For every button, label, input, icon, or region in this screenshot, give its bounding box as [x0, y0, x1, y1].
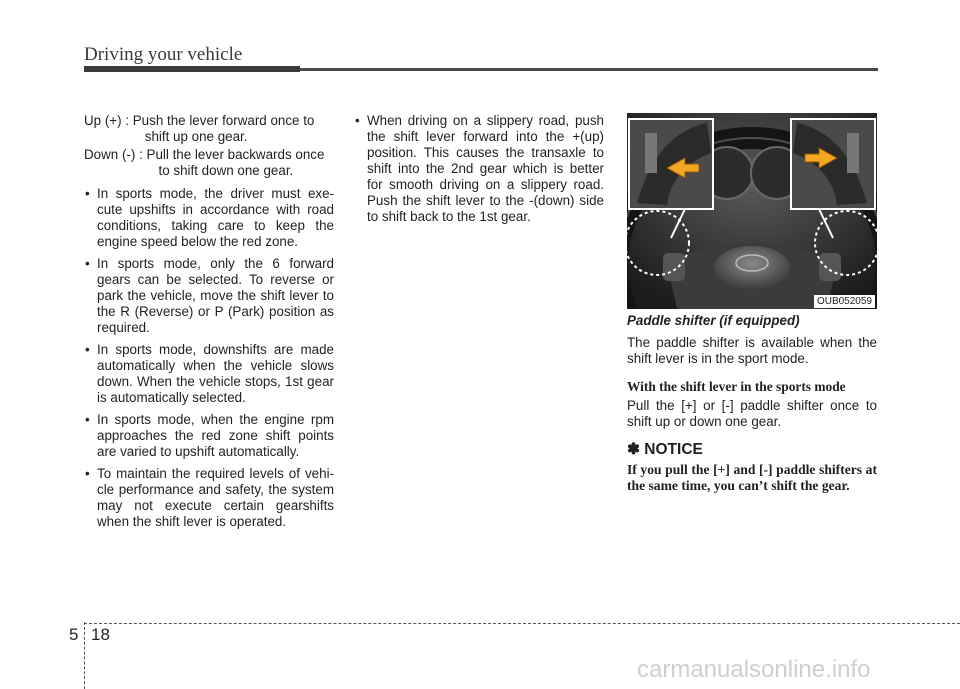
- definition-line: shift up one gear.: [144, 129, 248, 144]
- right-column: [627, 313, 877, 494]
- image-code-label: OUB052059: [814, 295, 875, 308]
- subheading: With the shift lever in the sports mode: [627, 379, 846, 394]
- header-rule: [300, 68, 878, 71]
- definition-term: Up (+): [84, 113, 122, 128]
- slippery-road-bullet-list: [354, 113, 604, 225]
- sports-mode-bullet-list: [84, 186, 334, 530]
- bullet-item: • In sports mode, only the 6 forward gears can be selected. To reverse or park the vehicle, move the shift lever to the R (Reverse) or P (Park) position as required.: [84, 256, 334, 336]
- definition-term: Down (-): [84, 147, 136, 162]
- definition-up: [84, 113, 334, 145]
- definition-down: [84, 147, 334, 179]
- left-column: [84, 113, 334, 536]
- bullet-item: • In sports mode, when the engine rpm approaches the red zone shift points are varied to upshift automatically.: [84, 412, 334, 460]
- footer-rule: [84, 623, 960, 624]
- definition-separator: :: [121, 113, 133, 128]
- page-number: 18: [91, 625, 110, 644]
- steering-wheel-image: [627, 113, 877, 309]
- paragraph: The paddle shifter is available when the shift lever is in the sport mode.: [627, 335, 877, 366]
- section-number: 5: [69, 625, 79, 644]
- bullet-item: • In sports mode, downshifts are made automatically when the vehicle slows down. When the vehicle stops, 1st gear is automatically selected.: [84, 342, 334, 406]
- paragraph: Pull the [+] or [-] paddle shifter once to shift up or down one gear.: [627, 398, 877, 429]
- bullet-item: • In sports mode, the driver must exe-cute upshifts in accordance with road conditions, taking care to keep the engine speed below the red zone.: [84, 186, 334, 250]
- paddle-shifter-illustration: [627, 113, 877, 309]
- watermark: carmanualsonline.info: [637, 656, 871, 683]
- definition-description: [147, 147, 334, 179]
- notice-text: If you pull the [+] and [-] paddle shifters at the same time, you can’t shift the gear.: [627, 462, 877, 493]
- definition-line: to shift down one gear.: [158, 163, 294, 178]
- definition-line: Pull the lever backwards once: [146, 147, 325, 162]
- definition-line: Push the lever forward once to: [132, 113, 315, 128]
- footer-divider: [84, 622, 85, 689]
- notice-title: ✽ NOTICE: [627, 441, 703, 458]
- bullet-item: • To maintain the required levels of vehi-cle performance and safety, the system may not execute certain gearshifts when the shift lever is operated.: [84, 466, 334, 530]
- definition-description: [133, 113, 334, 145]
- page-header-title: Driving your vehicle: [84, 44, 243, 65]
- bullet-item: • When driving on a slippery road, push the shift lever forward into the +(up) position. This causes the transaxle to shift into the 2nd gear which is better for smooth driving on a slippery road. Push the shift lever to the -(down) side to shift back to the 1st gear.: [354, 113, 604, 225]
- middle-column: [354, 113, 604, 231]
- definition-separator: :: [135, 147, 147, 162]
- figure-caption: Paddle shifter (if equipped): [627, 313, 800, 328]
- header-rule-dark: [84, 66, 300, 72]
